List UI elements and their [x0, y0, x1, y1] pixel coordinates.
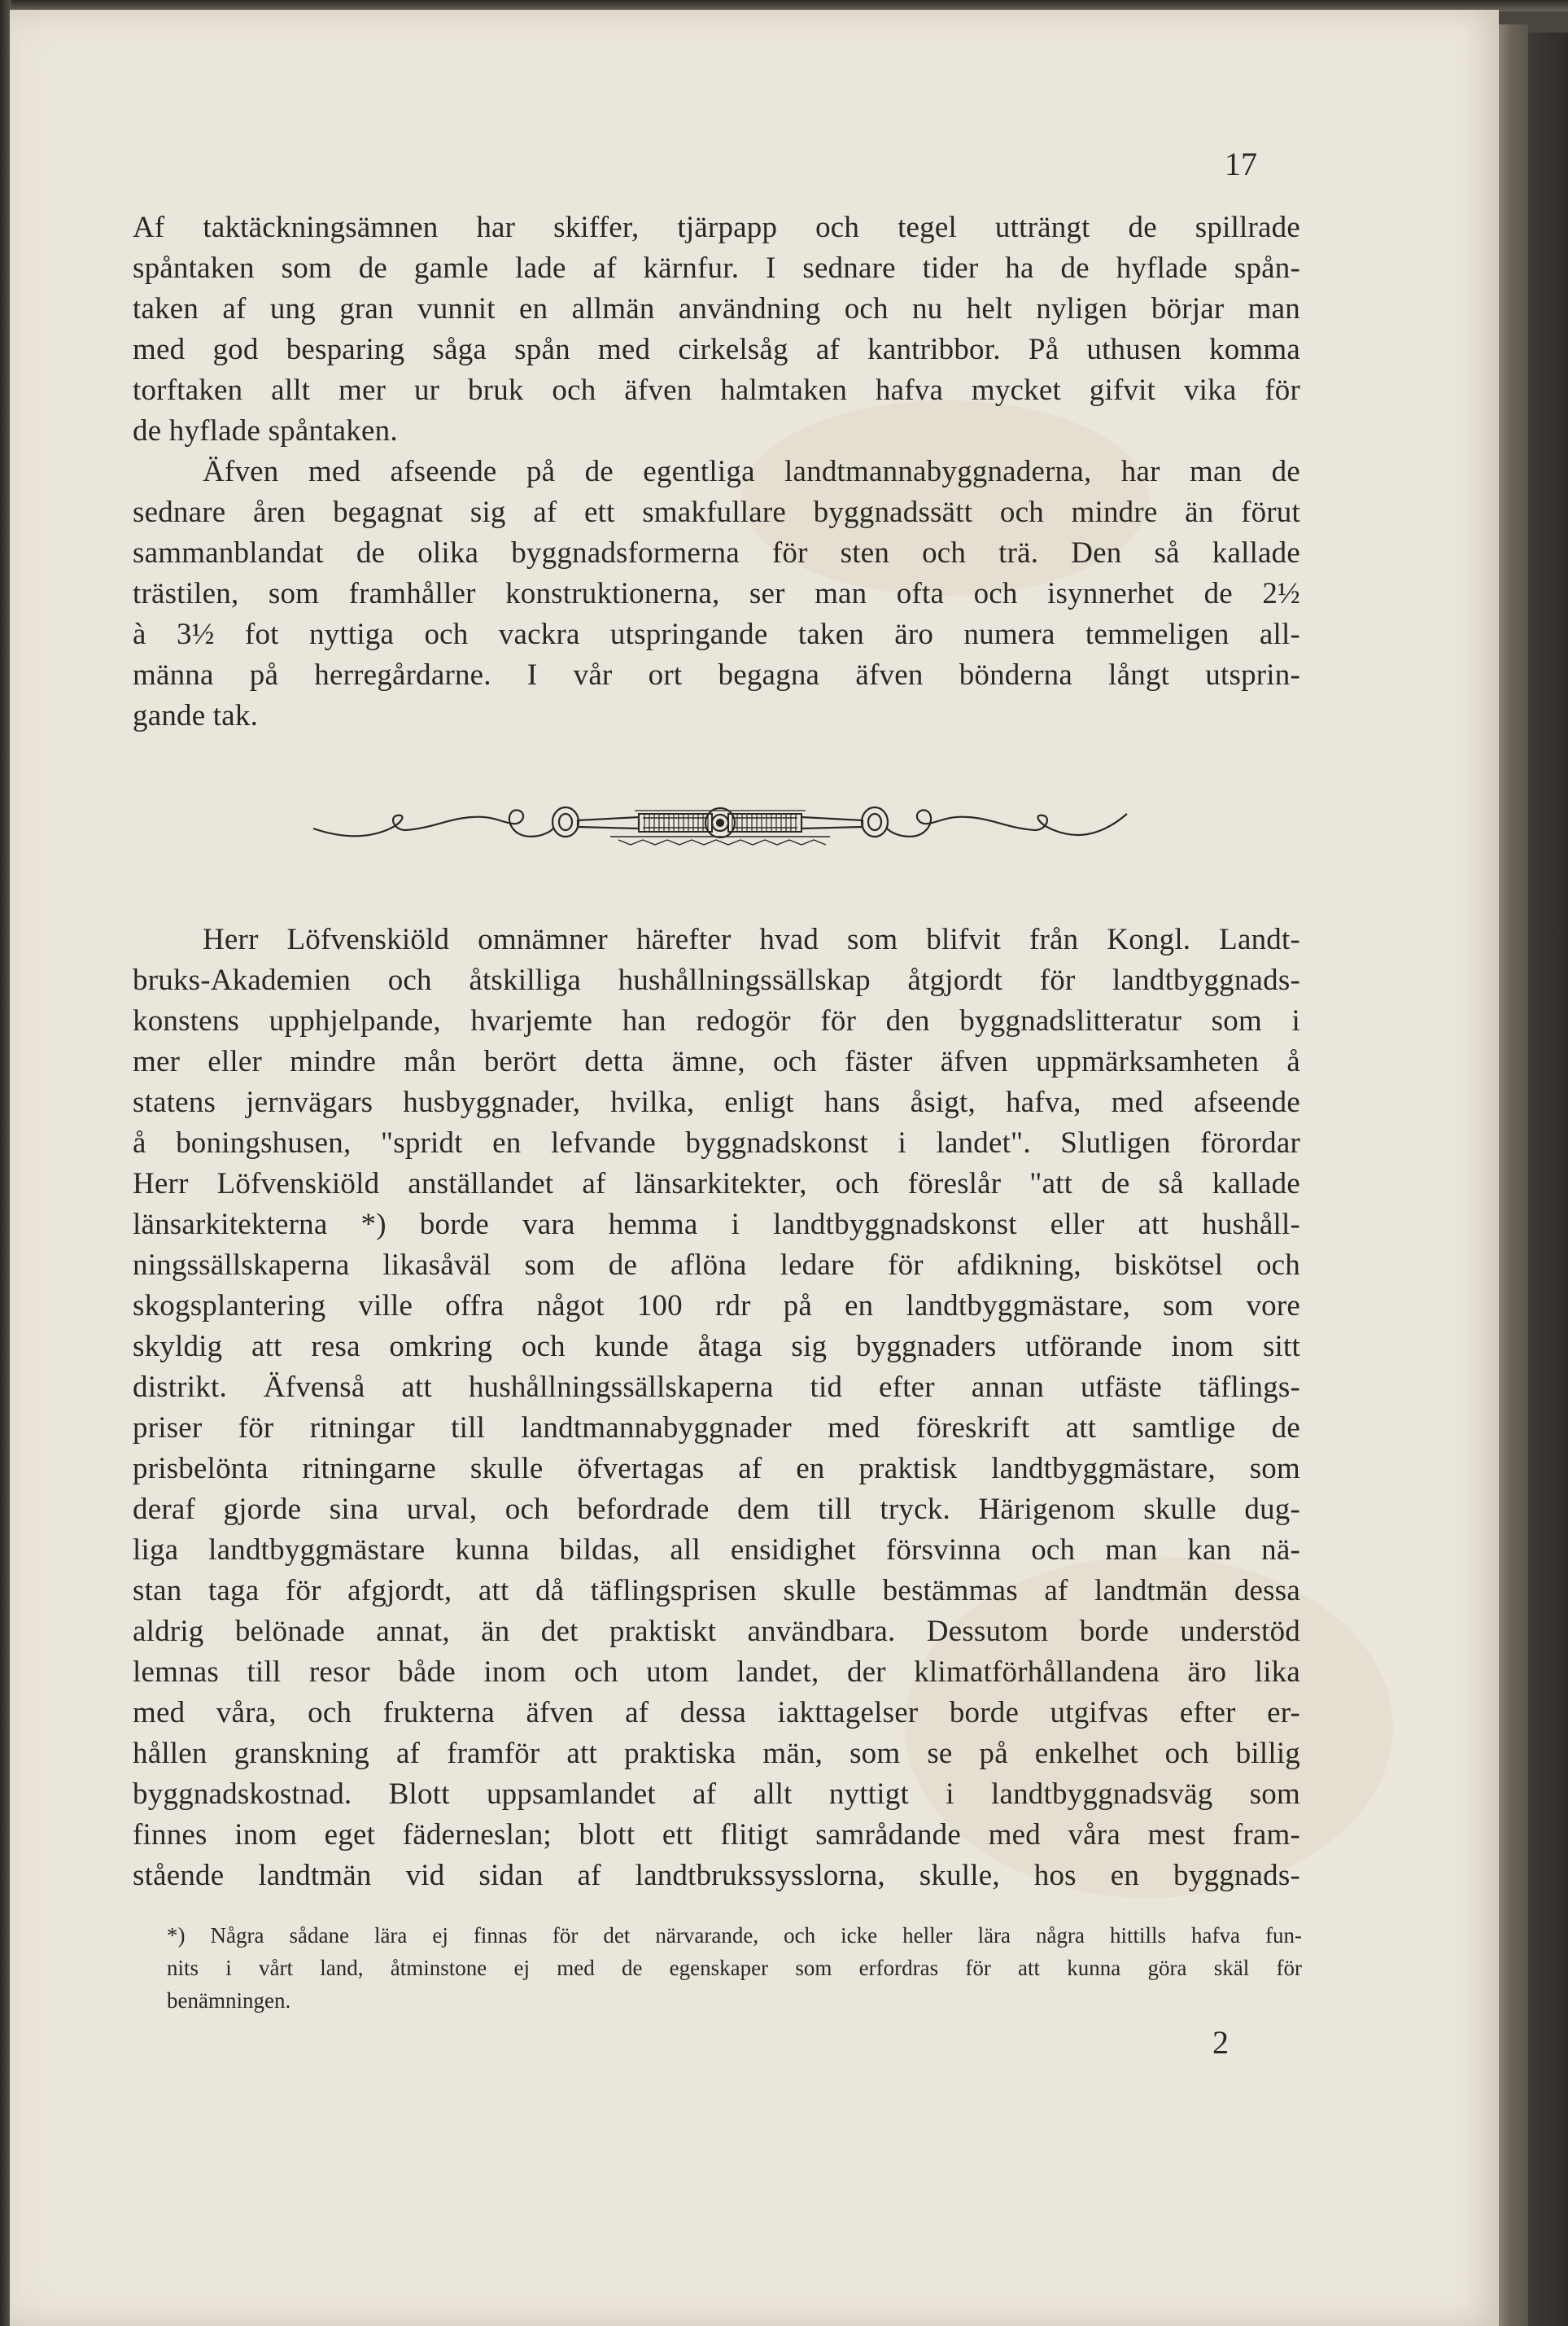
text-line: å boningshusen, "spridt en lefvande byggnadskonst i landet". Slutligen förordar — [133, 1126, 1300, 1160]
text-line: priser för ritningar till landtmannabyggnader med föreskrift att samtlige de — [133, 1411, 1300, 1445]
text-line: spåntaken som de gamle lade af kärnfur. I sednare tider ha de hyflade spån- — [133, 251, 1300, 285]
text-line: statens jernvägars husbyggnader, hvilka, enligt hans åsigt, hafva, med afseende — [133, 1086, 1300, 1119]
text-line: torftaken allt mer ur bruk och äfven halmtaken hafva mycket gifvit vika för — [133, 374, 1300, 407]
signature-mark: 2 — [1212, 2024, 1229, 2061]
text-line: bruks-Akademien och åtskilliga hushållningssällskap åtgjordt för landtbyggnads- — [133, 964, 1300, 997]
text-line: taken af ung gran vunnit en allmän användning och nu helt nyligen börjar man — [133, 292, 1300, 326]
text-line: byggnadskostnad. Blott uppsamlandet af allt nyttigt i landtbyggnadsväg som — [133, 1777, 1300, 1811]
footnote-line: nits i vårt land, åtminstone ej med de egenskaper som erfordras för att kunna göra skäl för — [167, 1956, 1302, 1980]
text-line: skogsplantering ville offra något 100 rdr på en landtbyggmästare, som vore — [133, 1289, 1300, 1323]
text-line: finnes inom eget fäderneslan; blott ett flitigt samrådande med våra mest fram- — [133, 1818, 1300, 1852]
text-line: hållen granskning af framför att praktiska män, som se på enkelhet och billig — [133, 1737, 1300, 1770]
text-line: Herr Löfvenskiöld omnämner härefter hvad som blifvit från Kongl. Landt- — [203, 923, 1300, 956]
text-line: sednare åren begagnat sig af ett smakfullare byggnadssätt och mindre än förut — [133, 496, 1300, 529]
footnote-line: *) Några sådane lära ej finnas för det närvarande, och icke heller lära några hittills hafva fun- — [167, 1923, 1302, 1948]
text-line: mer eller mindre mån berört detta ämne, och fäster äfven uppmärksamheten å — [133, 1045, 1300, 1078]
text-line: à 3½ fot nyttiga och vackra utspringande taken äro numera temmeligen all- — [133, 618, 1300, 651]
footnote-line: benämningen. — [167, 1988, 291, 2013]
text-line: konstens upphjelpande, hvarjemte han redogör för den byggnadslitteratur som i — [133, 1004, 1300, 1038]
text-line: skyldig att resa omkring och kunde åtaga sig byggnaders utförande inom sitt — [133, 1330, 1300, 1363]
text-line — [133, 208, 1300, 248]
page-stack-edge — [1499, 24, 1528, 2326]
text-line: gande tak. — [133, 699, 259, 732]
text-line: stående landtmän vid sidan af landtbrukssysslorna, skulle, hos en byggnads- — [133, 1859, 1300, 1892]
text-line: de hyflade spåntaken. — [133, 414, 398, 448]
text-line: trästilen, som framhåller konstruktionerna, ser man ofta och isynnerhet de 2½ — [133, 577, 1300, 610]
text-line: med god besparing såga spån med cirkelsåg af kantribbor. På uthusen komma — [133, 333, 1300, 366]
text-line: Herr Löfvenskiöld anställandet af länsarkitekter, och föreslår "att de så kallade — [133, 1167, 1300, 1200]
text-line: liga landtbyggmästare kunna bildas, all ensidighet försvinna och man kan nä- — [133, 1533, 1300, 1567]
text-line: Äfven med afseende på de egentliga landtmannabyggnaderna, har man de — [203, 455, 1300, 488]
text-line: männa på herregårdarne. I vår ort begagna äfven bönderna långt utsprin- — [133, 658, 1300, 692]
text-line-content: Af taktäckningsämnen har skiffer, tjärpapp och tegel utträngt de spillrade — [133, 211, 1300, 244]
text-line: prisbelönta ritningarne skulle öfvertagas af en praktisk landtbyggmästare, som — [133, 1452, 1300, 1485]
book-cover-edge — [1528, 33, 1568, 2326]
decorative-ornament — [309, 789, 1131, 863]
text-line: med våra, och frukterna äfven af dessa iakttagelser borde utgifvas efter er- — [133, 1696, 1300, 1729]
text-line: deraf gjorde sina urval, och befordrade dem till tryck. Härigenom skulle dug- — [133, 1493, 1300, 1526]
text-line: distrikt. Äfvenså att hushållningssällskaperna tid efter annan utfäste täflings- — [133, 1371, 1300, 1404]
text-line: aldrig belönade annat, än det praktiskt användbara. Dessutom borde understöd — [133, 1615, 1300, 1648]
page-number: 17 — [1225, 146, 1257, 182]
text-line: lemnas till resor både inom och utom landet, der klimatförhållandena äro lika — [133, 1655, 1300, 1689]
text-line: stan taga för afgjordt, att då täflingsprisen skulle bestämmas af landtmän dessa — [133, 1574, 1300, 1607]
text-line: ningssällskaperna likasåväl som de aflöna ledare för afdikning, biskötsel och — [133, 1248, 1300, 1282]
text-line: länsarkitekterna *) borde vara hemma i landtbyggnadskonst eller att hushåll- — [133, 1208, 1300, 1241]
text-line: sammanblandat de olika byggnadsformerna för sten och trä. Den så kallade — [133, 536, 1300, 570]
